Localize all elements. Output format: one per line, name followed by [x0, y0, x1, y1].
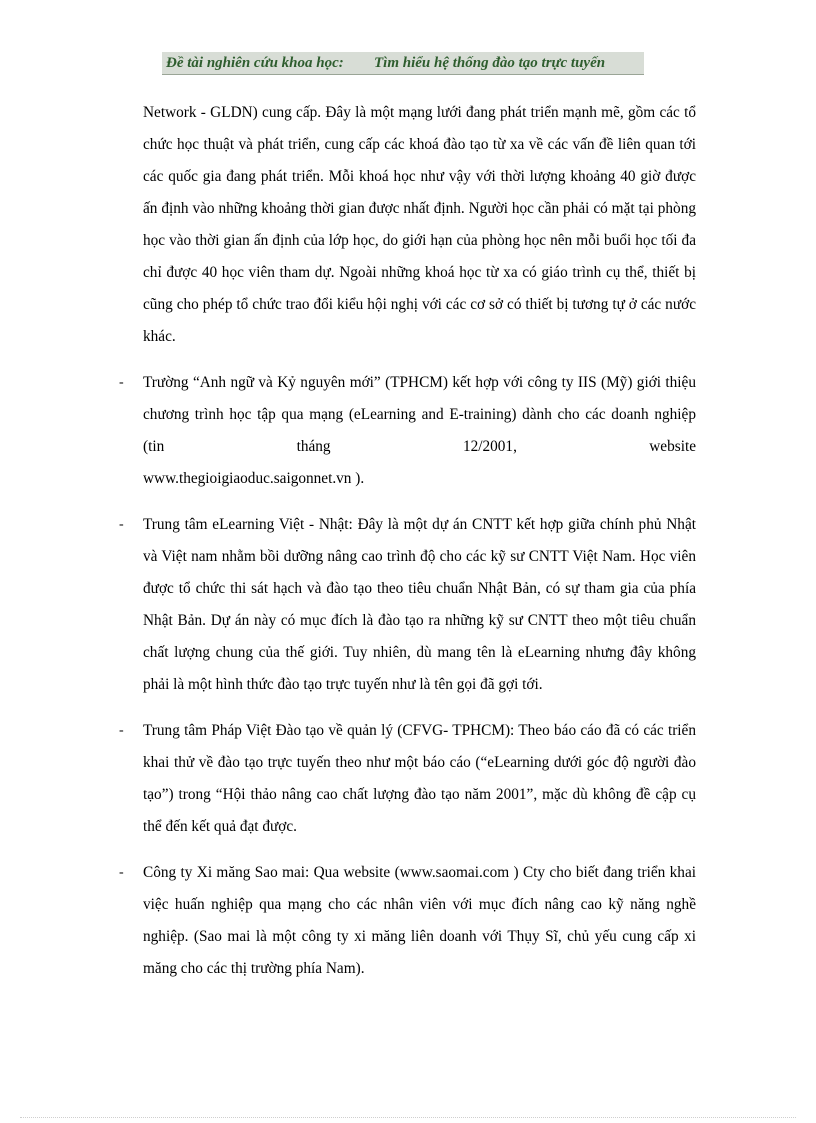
page-header [162, 52, 644, 75]
list-item-text: Trường “Anh ngữ và Kỷ nguyên mới” (TPHCM) kết hợp với công ty IIS (Mỹ) giới thiệu chương trình học tập qua mạng (eLearning and E-training) dành cho các doanh nghiệp (tin tháng 12/2001, website [143, 374, 696, 455]
list-bullet: - [119, 865, 124, 880]
list-item-text: Công ty Xi măng Sao mai: Qua website (www.saomai.com ) Cty cho biết đang triển khai việc huấn nghiệp qua mạng cho các nhân viên với mục đích nâng cao kỹ năng nghề nghiệp. (Sao mai là một công ty xi măng liên doanh với Thụy Sĩ, chủ yếu cung cấp xi măng cho các thị trường phía Nam). [143, 864, 696, 977]
list-item-text: Trung tâm Pháp Việt Đào tạo về quản lý (CFVG- TPHCM): Theo báo cáo đã có các triển khai thử về đào tạo trực tuyến theo như một báo cáo (“eLearning dưới góc độ người đào tạo”) trong “Hội thảo nâng cao chất lượng đào tạo năm 2001”, mặc dù không đề cập cụ thể đến kết quả đạt được. [143, 722, 696, 835]
intro-paragraph: Network - GLDN) cung cấp. Đây là một mạng lưới đang phát triển mạnh mẽ, gồm các tổ chức học thuật và phát triển, cung cấp các khoá đào tạo từ xa về các vấn đề liên quan tới các quốc gia đang phát triển. Mỗi khoá học như vậy với thời lượng khoảng 40 giờ được ấn định vào những khoảng thời gian được nhất định. Người học cần phải có mặt tại phòng học vào thời gian ấn định của lớp học, do giới hạn của phòng học nên mỗi buổi học tối đa chỉ được 40 học viên tham dự. Ngoài những khoá học từ xa có giáo trình cụ thể, thiết bị cũng cho phép tổ chức trao đổi kiểu hội nghị với các cơ sở có thiết bị tương tự ở các nước khác. [143, 104, 696, 345]
list-item-website: www.thegioigiaoduc.saigonnet.vn ). [143, 470, 365, 487]
list-item [119, 367, 696, 495]
list-item-text: Trung tâm eLearning Việt - Nhật: Đây là một dự án CNTT kết hợp giữa chính phủ Nhật và Việt nam nhằm bồi dưỡng nâng cao trình độ cho các kỹ sư CNTT Việt Nam. Học viên được tổ chức thi sát hạch và đào tạo theo tiêu chuẩn Nhật Bản, có sự tham gia của phía Nhật Bản. Dự án này có mục đích là đào tạo ra những kỹ sư CNTT theo một tiêu chuẩn chất lượng chung của thế giới. Tuy nhiên, dù mang tên là eLearning nhưng đây không phải là một hình thức đào tạo trực tuyến như là tên gọi đã gợi tới. [143, 516, 696, 693]
document-body [119, 97, 696, 985]
list-item [119, 857, 696, 985]
header-title: Tìm hiểu hệ thống đào tạo trực tuyến [374, 55, 606, 71]
list-item [119, 715, 696, 843]
page-bottom-divider [20, 1117, 796, 1118]
list-item [119, 509, 696, 701]
list-bullet: - [119, 723, 124, 738]
list-bullet: - [119, 517, 124, 532]
list-bullet: - [119, 375, 124, 390]
header-topic-label: Đề tài nghiên cứu khoa học: [166, 55, 344, 71]
